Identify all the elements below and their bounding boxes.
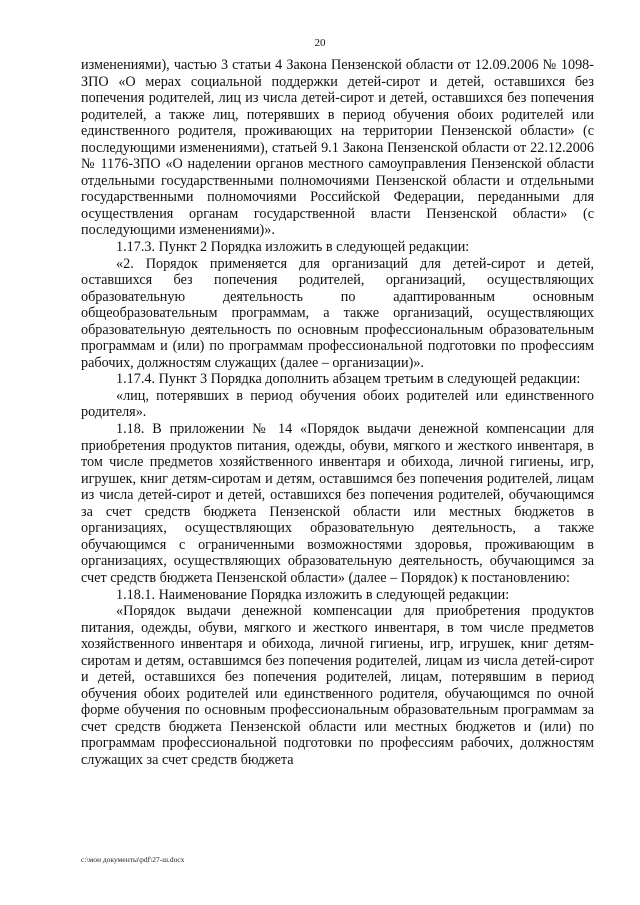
paragraph-1-17-3: 1.17.3. Пункт 2 Порядка изложить в следующей редакции: bbox=[116, 239, 470, 256]
paragraph-lost-parents: «лиц, потерявших в период обучения обоих родителей или единственного родителя». bbox=[81, 387, 594, 421]
paragraph-1-18: 1.18. В приложении № 14 «Порядок выдачи денежной компенсации для приобретения продуктов питания, одежды, обуви, мягкого и жесткого инвентаря, в том числе предметов хозяйственного инвентаря и обихода, личной гигиены, игр, игрушек, книг детям-сиротам и детям, оставшимся без попечения родителей, лицам из числа детей-сирот и детей, оставшихся без попечения родителей, обучающимся за счет средств бюджета Пензенской области или местных бюджетов в организациях, осуществляющих образовательную деятельность, а также обучающимся с ограниченными возможностями здоровья, проживающим в организациях, осуществляющих образовательную деятельность, обучающимся за счет средств бюджета Пензенской области» (далее – Порядок) к постановлению: bbox=[81, 421, 594, 586]
paragraph-order-clause-2: «2. Порядок применяется для организаций для детей-сирот и детей, оставшихся без попечения родителей, организаций, осуществляющих образовательную деятельность по адаптированным основным общеобразовательным программам, а также организаций, осуществляющих образовательную деятельность по основным профессиональным образовательным программам и (или) по программам профессиональной подготовки по профессиям рабочих, должностям служащих (далее – организации)». bbox=[81, 255, 594, 371]
paragraph-1-18-1: 1.18.1. Наименование Порядка изложить в следующей редакции: bbox=[116, 586, 510, 603]
document-body bbox=[81, 57, 594, 769]
footer-file-path: c:\мои документы\pdf\27-ш.docx bbox=[81, 855, 185, 864]
paragraph-order-title: «Порядок выдачи денежной компенсации для приобретения продуктов питания, одежды, обуви, мягкого и жесткого инвентаря, в том числе предметов хозяйственного инвентаря и обихода, личной гигиены, игр, игрушек, книг детям-сиротам и детям, оставшимся без попечения родителей, лицам из числа детей-сирот и детей, оставшихся без попечения родителей, лицам, потерявшим в период обучения обоих родителей или единственного родителя, обучающимся по очной форме обучения по основным профессиональным образовательным программам за счет средств бюджета Пензенской области или местных бюджетов и (или) по программам профессиональной подготовки по профессиям рабочих, должностям служащих за счет средств бюджета bbox=[81, 603, 594, 768]
paragraph-1-17-4: 1.17.4. Пункт 3 Порядка дополнить абзацем третьим в следующей редакции: bbox=[116, 371, 581, 388]
page-number: 20 bbox=[314, 37, 326, 49]
paragraph-law-references: изменениями), частью 3 статьи 4 Закона Пензенской области от 12.09.2006 № 1098-ЗПО «О мерах социальной поддержки детей-сирот и детей, оставшихся без попечения родителей, лиц из числа детей-сирот и детей, оставшихся без попечения родителей, а также лиц, потерявших в период обучения обоих родителей или единственного родителя, проживающих на территории Пензенской области» (с последующими изменениями), статьей 9.1 Закона Пензенской области от 22.12.2006 № 1176-ЗПО «О наделении органов местного самоуправления Пензенской области отдельными государственными полномочиями Пензенской области и отдельными государственными полномочиями Российской Федерации, переданными для осуществления органам государственной власти Пензенской области» (с последующими изменениями)». bbox=[81, 57, 594, 239]
